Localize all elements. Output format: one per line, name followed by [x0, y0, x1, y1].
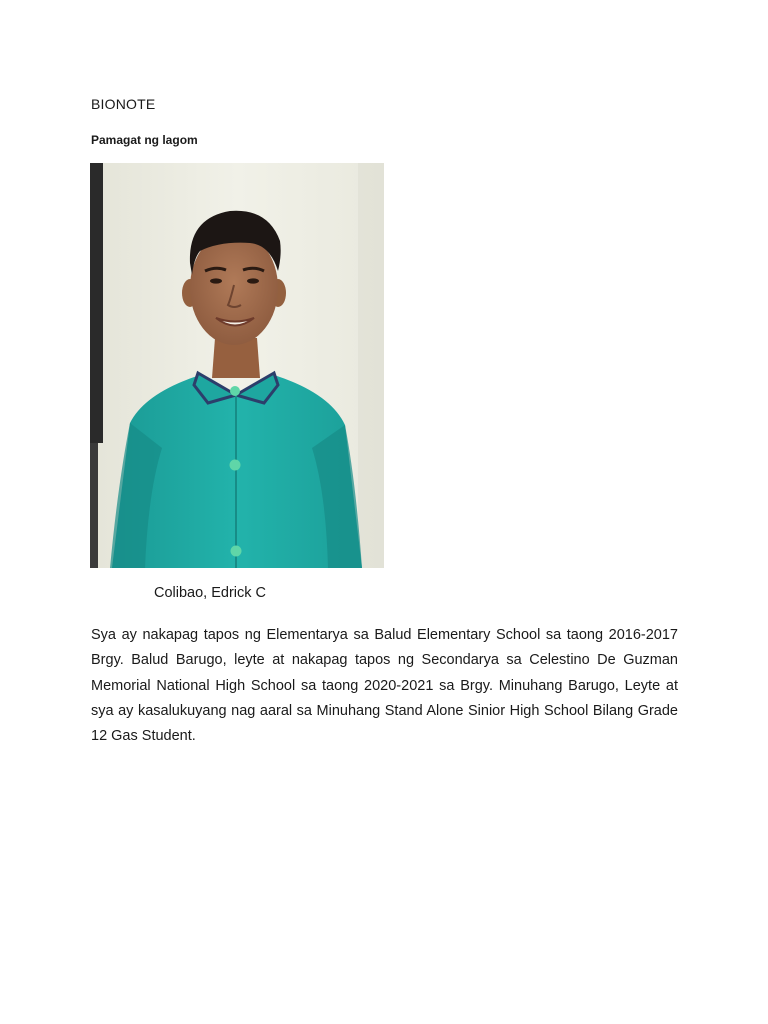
student-photo [90, 163, 384, 568]
bio-paragraph: Sya ay nakapag tapos ng Elementarya sa Balud Elementary School sa taong 2016-2017 Brgy. Balud Barugo, leyte at nakapag tapos ng Secondarya sa Celestino De Guzman Memorial National High School sa taong 2020-2021 sa Brgy. Minuhang Barugo, Leyte at sya ay kasalukuyang nag aaral sa Minuhang Stand Alone Sinior High School Bilang Grade 12 Gas Student. [91, 627, 678, 745]
student-name-caption: Colibao, Edrick C [154, 585, 267, 601]
page-subtitle: Pamagat ng lagom [91, 133, 198, 147]
page-title: BIONOTE [91, 96, 156, 112]
